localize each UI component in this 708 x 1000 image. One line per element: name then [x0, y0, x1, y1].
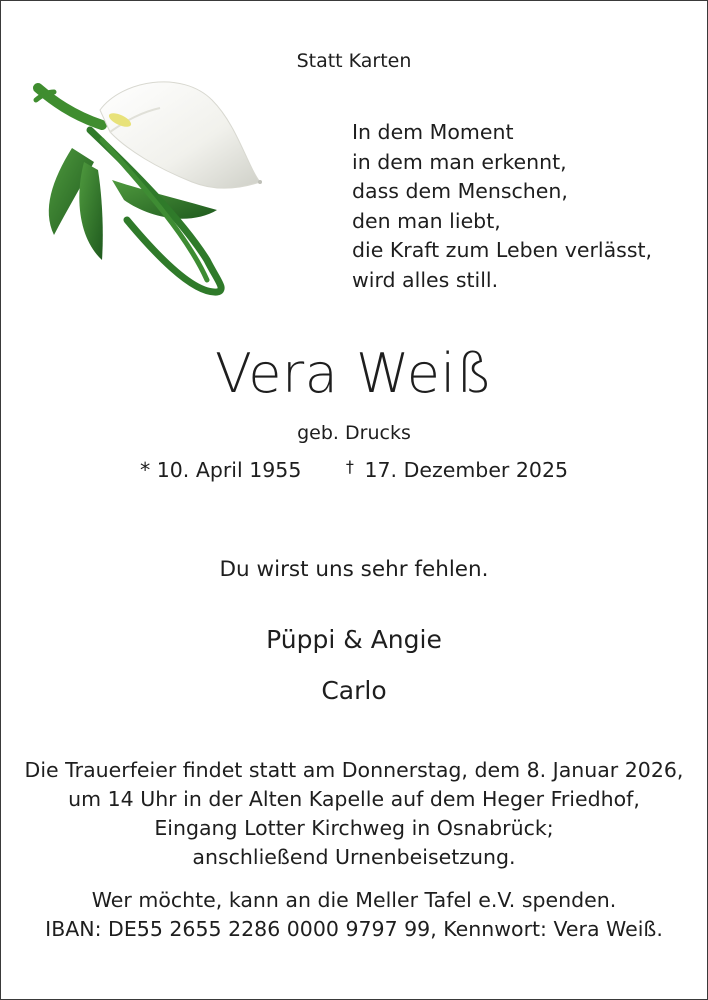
calla-lily-icon [32, 70, 272, 300]
died-date: 17. Dezember 2025 [364, 458, 569, 482]
closing-line: Du wirst uns sehr fehlen. [219, 557, 489, 582]
donation-info [0, 886, 708, 944]
header-note-text: Statt Karten [296, 50, 412, 72]
poem-line: wird alles still. [352, 267, 499, 292]
poem-line: In dem Moment [352, 120, 514, 144]
poem-line: in dem man erkennt, [352, 149, 567, 174]
poem [352, 118, 692, 295]
poem-line: den man liebt, [352, 208, 501, 233]
service-line: Die Trauerfeier findet statt am Donnerstag, dem 8. Januar 2026, [24, 758, 684, 782]
born-symbol: * [139, 458, 151, 482]
service-info [0, 756, 708, 872]
born-date-group [140, 458, 301, 482]
life-dates [0, 458, 708, 482]
deceased-name: Vera Weiß [215, 342, 493, 405]
died-date-group [346, 458, 568, 482]
birth-name: geb. Drucks [297, 422, 411, 444]
signer-name: Carlo [321, 676, 387, 705]
signer-name: Püppi & Angie [266, 625, 442, 654]
service-line: anschließend Urnenbeisetzung. [192, 845, 516, 869]
donation-line: Wer möchte, kann an die Meller Tafel e.V. spenden. [91, 888, 617, 912]
header-note [0, 50, 708, 72]
service-line: Eingang Lotter Kirchweg in Osnabrück; [154, 816, 554, 840]
poem-line: die Kraft zum Leben verlässt, [352, 238, 653, 262]
service-line: um 14 Uhr in der Alten Kapelle auf dem Heger Friedhof, [68, 787, 640, 811]
born-date: 10. April 1955 [156, 458, 302, 482]
dagger-icon: † [345, 457, 354, 476]
donation-line: IBAN: DE55 2655 2286 0000 9797 99, Kennwort: Vera Weiß. [45, 917, 663, 941]
poem-line: dass dem Menschen, [352, 179, 568, 203]
